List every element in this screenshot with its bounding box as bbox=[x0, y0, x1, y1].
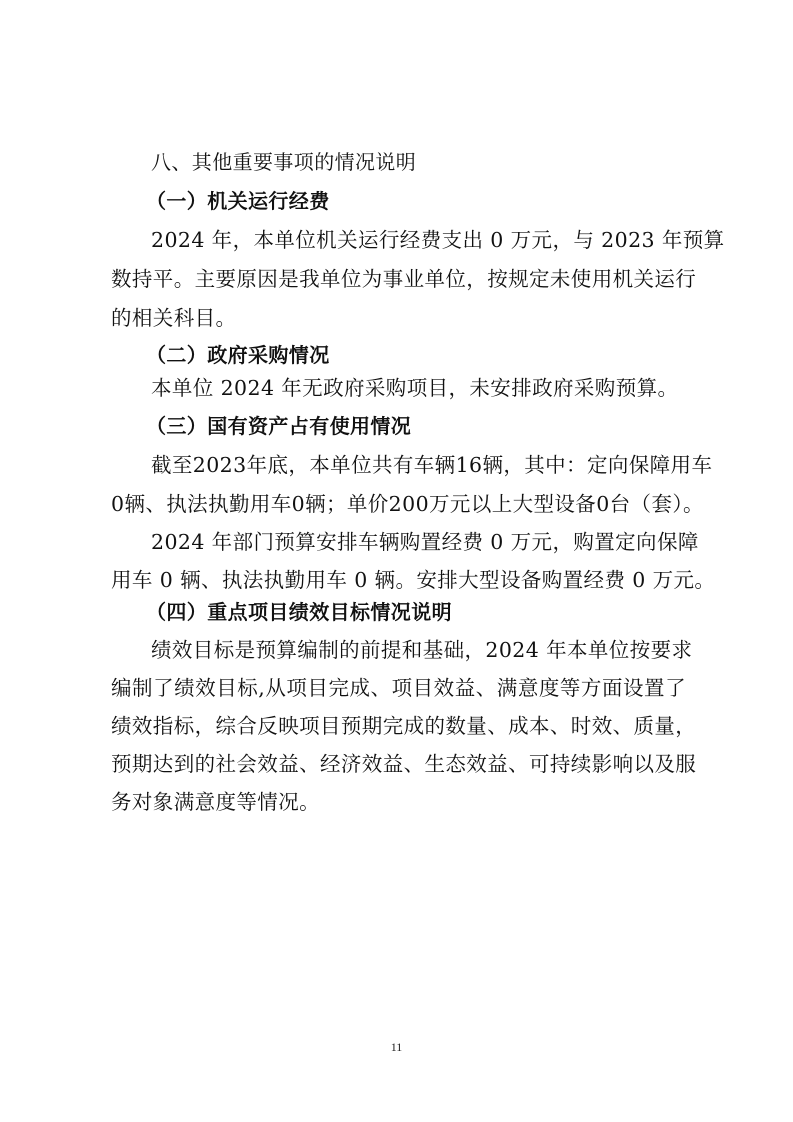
paragraph-line: 预期达到的社会效益、经济效益、生态效益、可持续影响以及服 bbox=[111, 752, 697, 776]
subsection-heading-1: （一）机关运行经费 bbox=[146, 189, 330, 213]
paragraph-line: 0辆、执法执勤用车0辆；单价200万元以上大型设备0台（套）。 bbox=[111, 492, 704, 516]
paragraph-line: 务对象满意度等情况。 bbox=[111, 790, 320, 814]
paragraph-line: 绩效目标是预算编制的前提和基础，2024 年本单位按要求 bbox=[151, 638, 693, 662]
subsection-heading-3: （三）国有资产占有使用情况 bbox=[146, 414, 412, 438]
paragraph-line: 数持平。主要原因是我单位为事业单位，按规定未使用机关运行 bbox=[111, 267, 697, 291]
paragraph-line: 2024 年部门预算安排车辆购置经费 0 万元，购置定向保障 bbox=[151, 530, 699, 554]
subsection-heading-4: （四）重点项目绩效目标情况说明 bbox=[146, 600, 452, 624]
paragraph-line: 用车 0 辆、执法执勤用车 0 辆。安排大型设备购置经费 0 万元。 bbox=[111, 568, 716, 592]
paragraph-line: 本单位 2024 年无政府采购项目，未安排政府采购预算。 bbox=[151, 376, 679, 400]
subsection-heading-2: （二）政府采购情况 bbox=[146, 343, 330, 367]
page-number: 11 bbox=[390, 1040, 403, 1054]
paragraph-line: 编制了绩效目标,从项目完成、项目效益、满意度等方面设置了 bbox=[111, 676, 686, 700]
paragraph-line: 2024 年，本单位机关运行经费支出 0 万元，与 2023 年预算 bbox=[151, 228, 725, 252]
paragraph-line: 截至2023年底，本单位共有车辆16辆，其中：定向保障用车 bbox=[151, 453, 713, 477]
section-title: 八、其他重要事项的情况说明 bbox=[151, 150, 417, 174]
paragraph-line: 绩效指标，综合反映项目预期完成的数量、成本、时效、质量， bbox=[111, 714, 697, 738]
paragraph-line: 的相关科目。 bbox=[111, 306, 237, 330]
